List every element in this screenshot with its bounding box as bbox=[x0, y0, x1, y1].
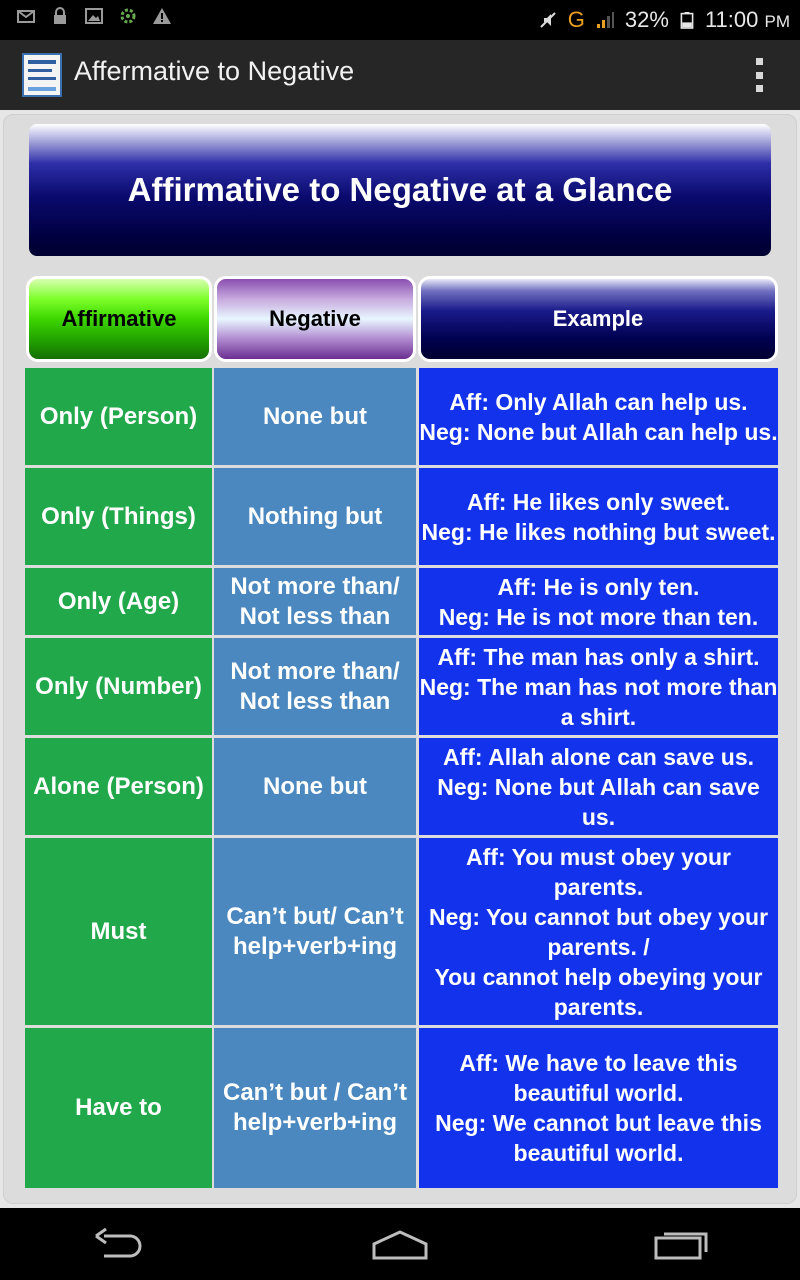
example-cell: Aff: We have to leave this beautiful world. Neg: We cannot but leave this beautiful world. bbox=[419, 1028, 778, 1188]
app-logo-icon[interactable] bbox=[22, 53, 62, 97]
table-row bbox=[24, 568, 780, 635]
negative-header-button[interactable] bbox=[214, 276, 416, 362]
negative-cell: Not more than/ Not less than bbox=[214, 638, 416, 735]
warning-icon bbox=[152, 6, 172, 26]
status-notifications bbox=[16, 6, 172, 26]
negative-cell: None but bbox=[214, 738, 416, 835]
battery-icon bbox=[679, 8, 695, 32]
affirmative-header-button[interactable] bbox=[26, 276, 212, 362]
affirmative-cell: Must bbox=[25, 838, 212, 1025]
banner-title: Affirmative to Negative at a Glance bbox=[127, 171, 673, 208]
affirmative-cell: Alone (Person) bbox=[25, 738, 212, 835]
affirmative-cell: Only (Age) bbox=[25, 568, 212, 635]
affirmative-cell: Have to bbox=[25, 1028, 212, 1188]
clock-ampm: PM bbox=[764, 12, 790, 31]
example-cell: Aff: He is only ten. Neg: He is not more than ten. bbox=[419, 568, 778, 635]
table-row bbox=[24, 1028, 780, 1188]
negative-cell: Nothing but bbox=[214, 468, 416, 565]
battery-percent: 32% bbox=[624, 7, 669, 32]
home-icon[interactable] bbox=[370, 1226, 430, 1262]
image-icon bbox=[84, 6, 104, 26]
example-cell: Aff: You must obey your parents. Neg: You cannot but obey your parents. / You cannot help obeying your parents. bbox=[419, 838, 778, 1025]
conversion-table[interactable] bbox=[24, 368, 780, 1166]
status-bar bbox=[0, 0, 800, 40]
navigation-bar bbox=[0, 1208, 800, 1280]
negative-cell: Can’t but/ Can’t help+verb+ing bbox=[214, 838, 416, 1025]
carrier-glyph: G bbox=[567, 7, 585, 32]
table-row bbox=[24, 838, 780, 1025]
settings-icon bbox=[118, 6, 138, 26]
status-system bbox=[538, 0, 790, 40]
clock-time: 11:00 bbox=[704, 7, 759, 32]
page-banner bbox=[29, 124, 771, 256]
table-row bbox=[24, 738, 780, 835]
negative-cell: None but bbox=[214, 368, 416, 465]
affirmative-cell: Only (Number) bbox=[25, 638, 212, 735]
app-title: Affermative to Negative bbox=[74, 56, 355, 86]
affirmative-cell: Only (Things) bbox=[25, 468, 212, 565]
mute-icon bbox=[538, 10, 558, 30]
example-cell: Aff: He likes only sweet. Neg: He likes nothing but sweet. bbox=[419, 468, 778, 565]
signal-icon bbox=[595, 10, 615, 30]
recents-icon[interactable] bbox=[652, 1226, 712, 1262]
negative-header-label: Negative bbox=[269, 306, 361, 331]
example-cell: Aff: Only Allah can help us. Neg: None but Allah can help us. bbox=[419, 368, 778, 465]
example-cell: Aff: Allah alone can save us. Neg: None but Allah can save us. bbox=[419, 738, 778, 835]
clock bbox=[705, 7, 790, 33]
negative-cell: Not more than/ Not less than bbox=[214, 568, 416, 635]
affirmative-cell: Only (Person) bbox=[25, 368, 212, 465]
action-bar bbox=[0, 40, 800, 110]
affirmative-header-label: Affirmative bbox=[61, 306, 177, 331]
lock-icon bbox=[50, 6, 70, 26]
back-icon[interactable] bbox=[90, 1226, 150, 1262]
table-row bbox=[24, 368, 780, 465]
example-header-button[interactable] bbox=[418, 276, 778, 362]
table-row bbox=[24, 468, 780, 565]
table-row bbox=[24, 638, 780, 735]
negative-cell: Can’t but / Can’t help+verb+ing bbox=[214, 1028, 416, 1188]
mail-icon bbox=[16, 6, 36, 26]
example-header-label: Example bbox=[552, 306, 644, 331]
example-cell: Aff: The man has only a shirt. Neg: The man has not more than a shirt. bbox=[419, 638, 778, 735]
overflow-menu-icon[interactable] bbox=[756, 58, 766, 92]
